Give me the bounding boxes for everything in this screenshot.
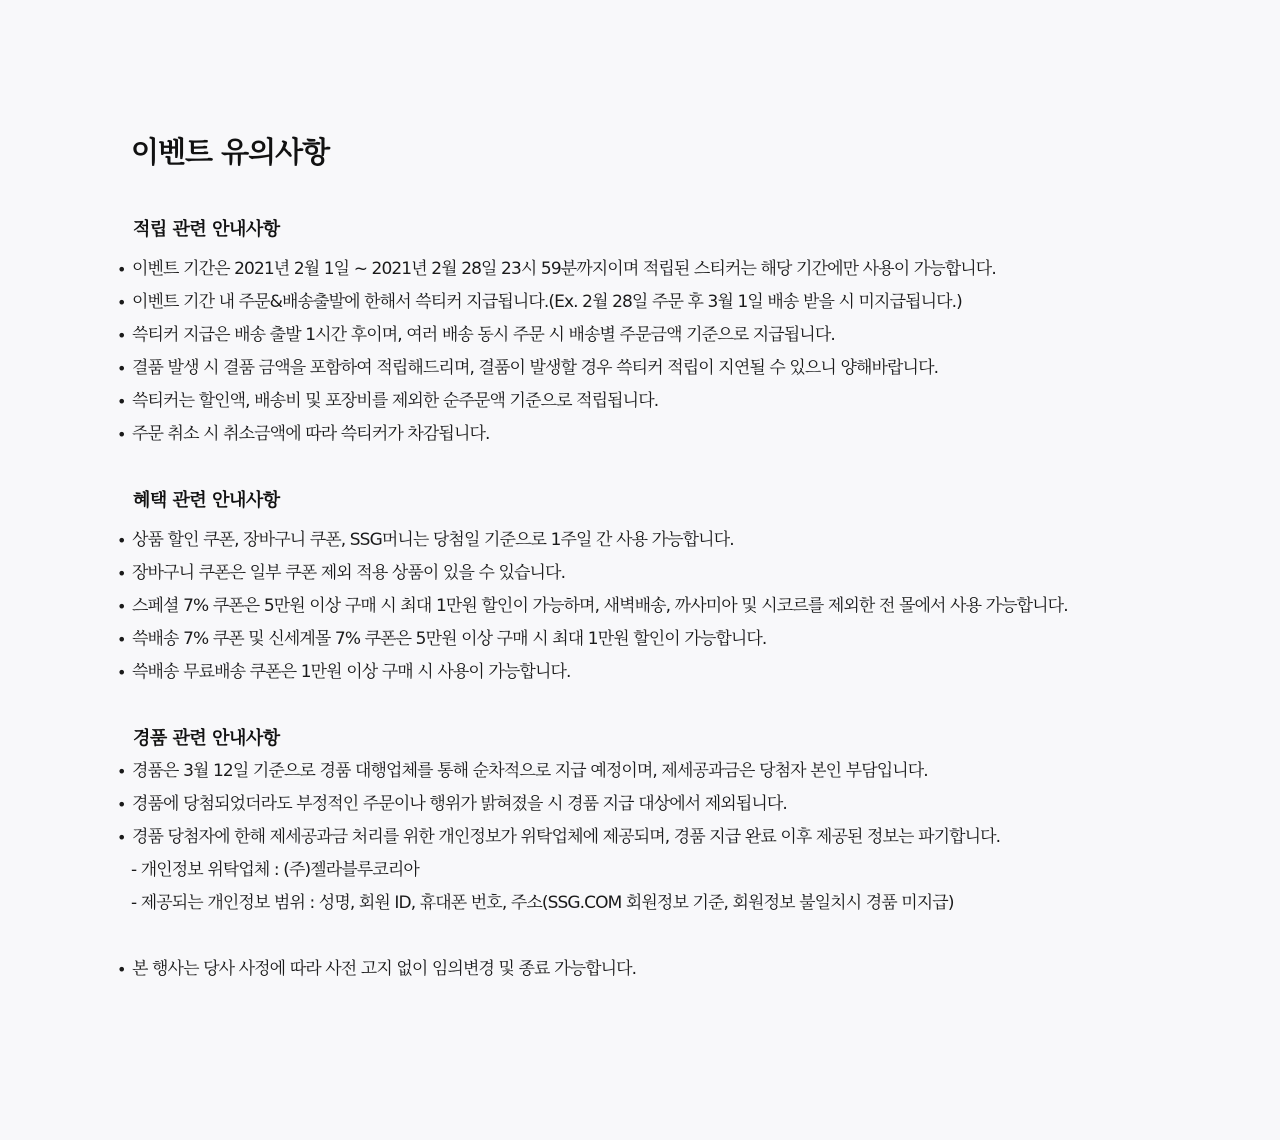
list-item-text: 장바구니 쿠폰은 일부 쿠폰 제외 적용 상품이 있을 수 있습니다. bbox=[132, 563, 566, 583]
page-title: 이벤트 유의사항 bbox=[131, 135, 330, 169]
bullet-icon: • bbox=[117, 795, 127, 814]
section-heading-accrual: 적립 관련 안내사항 bbox=[133, 219, 280, 240]
bullet-icon: • bbox=[117, 762, 127, 781]
list-item bbox=[115, 286, 996, 319]
bullet-icon: • bbox=[117, 663, 127, 682]
prize-consignee-note: - 개인정보 위탁업체 : (주)젤라블루코리아 bbox=[131, 860, 419, 880]
list-item bbox=[115, 557, 1068, 590]
section-heading-benefit: 혜택 관련 안내사항 bbox=[133, 490, 280, 511]
list-item-text: 쓱티커는 할인액, 배송비 및 포장비를 제외한 순주문액 기준으로 적립됩니다. bbox=[132, 391, 659, 411]
list-item-text: 쓱배송 무료배송 쿠폰은 1만원 이상 구매 시 사용이 가능합니다. bbox=[132, 662, 571, 682]
bullet-icon: • bbox=[117, 597, 127, 616]
list-item bbox=[115, 590, 1068, 623]
bullet-icon: • bbox=[117, 630, 127, 649]
bullet-icon: • bbox=[117, 425, 127, 444]
list-item-text: 쓱배송 7% 쿠폰 및 신세계몰 7% 쿠폰은 5만원 이상 구매 시 최대 1만원 할인이 가능합니다. bbox=[132, 629, 767, 649]
list-item bbox=[115, 821, 1000, 854]
bullet-icon: • bbox=[117, 326, 127, 345]
prize-notice-list bbox=[115, 755, 1000, 854]
list-item-text: 경품에 당첨되었더라도 부정적인 주문이나 행위가 밝혀졌을 시 경품 지급 대상에서 제외됩니다. bbox=[132, 794, 787, 814]
bullet-icon: • bbox=[117, 293, 127, 312]
list-item-text: 쓱티커 지급은 배송 출발 1시간 후이며, 여러 배송 동시 주문 시 배송별 주문금액 기준으로 지급됩니다. bbox=[132, 325, 835, 345]
list-item bbox=[115, 524, 1068, 557]
section-heading-prize: 경품 관련 안내사항 bbox=[133, 728, 280, 749]
bullet-icon: • bbox=[117, 531, 127, 550]
bullet-icon: • bbox=[117, 260, 127, 279]
list-item-text: 결품 발생 시 결품 금액을 포함하여 적립해드리며, 결품이 발생할 경우 쓱티커 적립이 지연될 수 있으니 양해바랍니다. bbox=[132, 358, 939, 378]
list-item bbox=[115, 418, 996, 451]
list-item bbox=[115, 253, 996, 286]
list-item bbox=[115, 352, 996, 385]
final-notice-list bbox=[115, 953, 636, 986]
list-item-text: 스페셜 7% 쿠폰은 5만원 이상 구매 시 최대 1만원 할인이 가능하며, 새벽배송, 까사미아 및 시코르를 제외한 전 몰에서 사용 가능합니다. bbox=[132, 596, 1068, 616]
prize-info-scope-note: - 제공되는 개인정보 범위 : 성명, 회원 ID, 휴대폰 번호, 주소(SSG.COM 회원정보 기준, 회원정보 불일치시 경품 미지급) bbox=[131, 893, 954, 913]
bullet-icon: • bbox=[117, 359, 127, 378]
list-item-text: 이벤트 기간은 2021년 2월 1일 ~ 2021년 2월 28일 23시 59분까지이며 적립된 스티커는 해당 기간에만 사용이 가능합니다. bbox=[132, 259, 996, 279]
list-item bbox=[115, 788, 1000, 821]
bullet-icon: • bbox=[117, 392, 127, 411]
list-item-text: 경품 당첨자에 한해 제세공과금 처리를 위한 개인정보가 위탁업체에 제공되며, 경품 지급 완료 이후 제공된 정보는 파기합니다. bbox=[132, 827, 1001, 847]
list-item-text: 경품은 3월 12일 기준으로 경품 대행업체를 통해 순차적으로 지급 예정이며, 제세공과금은 당첨자 본인 부담입니다. bbox=[132, 761, 928, 781]
bullet-icon: • bbox=[117, 828, 127, 847]
list-item bbox=[115, 623, 1068, 656]
list-item bbox=[115, 755, 1000, 788]
list-item-text: 상품 할인 쿠폰, 장바구니 쿠폰, SSG머니는 당첨일 기준으로 1주일 간 사용 가능합니다. bbox=[132, 530, 734, 550]
bullet-icon: • bbox=[117, 960, 127, 979]
bullet-icon: • bbox=[117, 564, 127, 583]
list-item bbox=[115, 385, 996, 418]
benefit-notice-list bbox=[115, 524, 1068, 689]
list-item bbox=[115, 319, 996, 352]
list-item-text: 이벤트 기간 내 주문&배송출발에 한해서 쓱티커 지급됩니다.(Ex. 2월 28일 주문 후 3월 1일 배송 받을 시 미지급됩니다.) bbox=[132, 292, 962, 312]
accrual-notice-list bbox=[115, 253, 996, 451]
list-item bbox=[115, 953, 636, 986]
final-note-text: 본 행사는 당사 사정에 따라 사전 고지 없이 임의변경 및 종료 가능합니다. bbox=[132, 959, 637, 979]
list-item-text: 주문 취소 시 취소금액에 따라 쓱티커가 차감됩니다. bbox=[132, 424, 490, 444]
list-item bbox=[115, 656, 1068, 689]
